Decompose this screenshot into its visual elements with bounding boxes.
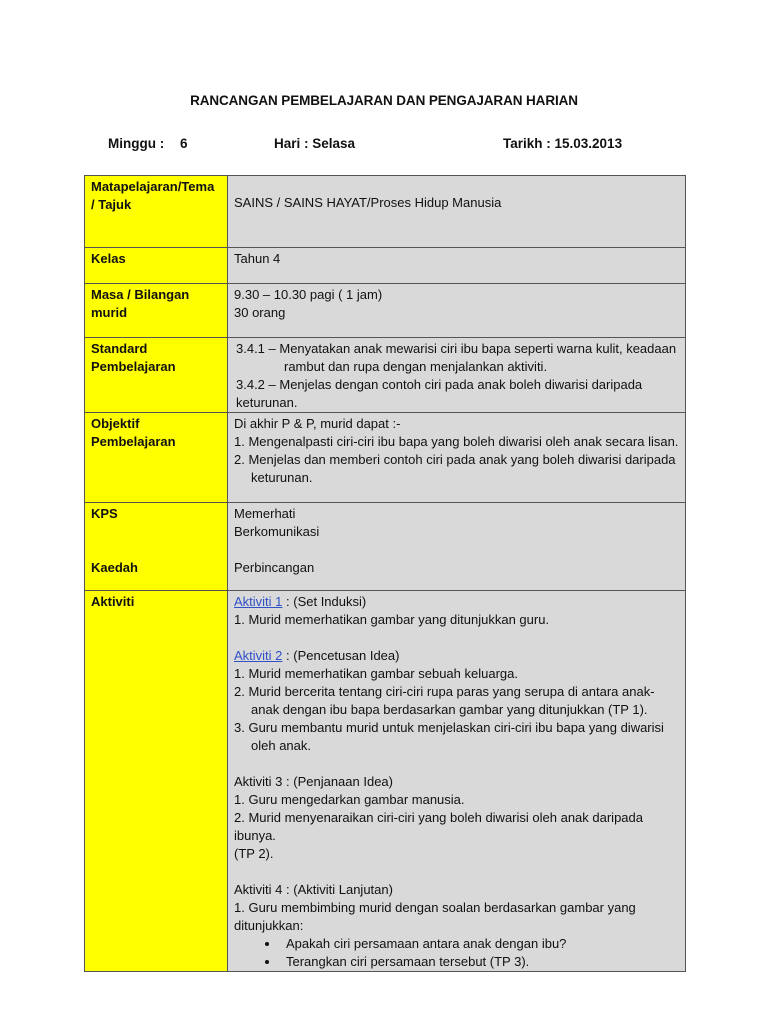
row-aktiviti bbox=[85, 591, 686, 972]
objektif-intro: Di akhir P & P, murid dapat :- bbox=[234, 416, 401, 431]
objektif-item1: 1. Mengenalpasti ciri-ciri ibu bapa yang boleh diwarisi oleh anak secara lisan. bbox=[234, 434, 679, 449]
lesson-plan-table bbox=[84, 175, 686, 972]
label-kelas: Kelas bbox=[85, 248, 228, 284]
aktiviti2-title: : (Pencetusan Idea) bbox=[282, 648, 400, 663]
label-masa: Masa / Bilangan murid bbox=[85, 284, 228, 338]
aktiviti1-line1: 1. Murid memerhatikan gambar yang ditunjukkan guru. bbox=[234, 612, 550, 627]
value-kps-kaedah bbox=[228, 503, 686, 591]
aktiviti2-line1: 1. Murid memerhatikan gambar sebuah keluarga. bbox=[234, 666, 518, 681]
masa-line2: 30 orang bbox=[234, 305, 286, 320]
standard-item2: 3.4.2 – Menjelas dengan contoh ciri pada anak boleh diwarisi daripada keturunan. bbox=[236, 377, 643, 410]
label-kaedah: Kaedah bbox=[91, 560, 138, 575]
minggu-label: Minggu : bbox=[108, 136, 165, 151]
label-standard: Standard Pembelajaran bbox=[85, 338, 228, 413]
aktiviti4-bullet2: • Terangkan ciri persamaan tersebut (TP 3). bbox=[280, 953, 679, 971]
aktiviti4-line1: 1. Guru membimbing murid dengan soalan berdasarkan gambar yang ditunjukkan: bbox=[234, 900, 636, 933]
standard-item1: 3.4.1 – Menyatakan anak mewarisi ciri ibu bapa seperti warna kulit, keadaan rambut dan rupa dengan menjalankan aktiviti. bbox=[236, 341, 677, 374]
label-kps-kaedah bbox=[85, 503, 228, 591]
value-objektif bbox=[228, 413, 686, 503]
row-kelas bbox=[85, 248, 686, 284]
aktiviti2-heading bbox=[234, 647, 679, 665]
aktiviti4-bullet1: • Apakah ciri persamaan antara anak dengan ibu? bbox=[280, 935, 679, 953]
aktiviti2-line3: 3. Guru membantu murid untuk menjelaskan ciri-ciri ibu bapa yang diwarisi oleh anak. bbox=[234, 720, 664, 753]
row-objektif bbox=[85, 413, 686, 503]
value-kelas: Tahun 4 bbox=[228, 248, 686, 284]
aktiviti3-heading: Aktiviti 3 : (Penjanaan Idea) bbox=[234, 774, 393, 789]
row-standard bbox=[85, 338, 686, 413]
matapelajaran-text: SAINS / SAINS HAYAT/Proses Hidup Manusia bbox=[234, 195, 502, 210]
masa-line1: 9.30 – 10.30 pagi ( 1 jam) bbox=[234, 287, 383, 302]
row-masa bbox=[85, 284, 686, 338]
row-kps-kaedah bbox=[85, 503, 686, 591]
hari-text: Hari : Selasa bbox=[274, 136, 356, 151]
label-objektif: Objektif Pembelajaran bbox=[85, 413, 228, 503]
value-matapelajaran bbox=[228, 176, 686, 248]
kaedah-value: Perbincangan bbox=[234, 560, 315, 575]
label-matapelajaran: Matapelajaran/Tema / Tajuk bbox=[85, 176, 228, 248]
minggu-value: 6 bbox=[180, 136, 188, 151]
aktiviti2-link[interactable]: Aktiviti 2 bbox=[234, 648, 283, 663]
aktiviti4-bullets bbox=[234, 935, 679, 971]
tarikh-text: Tarikh : 15.03.2013 bbox=[503, 136, 623, 151]
aktiviti3-line3: (TP 2). bbox=[234, 846, 274, 861]
page-title: RANCANGAN PEMBELAJARAN DAN PENGAJARAN HARIAN bbox=[190, 93, 578, 108]
aktiviti1-heading bbox=[234, 593, 679, 611]
kps-line2: Berkomunikasi bbox=[234, 524, 320, 539]
aktiviti2-line2: 2. Murid bercerita tentang ciri-ciri rupa paras yang serupa di antara anak-anak dengan ibu bapa berdasarkan gambar yang ditunjukkan (TP 1). bbox=[234, 684, 655, 717]
aktiviti1-title: : (Set Induksi) bbox=[282, 594, 367, 609]
row-matapelajaran bbox=[85, 176, 686, 248]
kps-line1: Memerhati bbox=[234, 506, 296, 521]
value-masa bbox=[228, 284, 686, 338]
label-aktiviti: Aktiviti bbox=[85, 591, 228, 972]
label-kps: KPS bbox=[91, 506, 118, 521]
aktiviti4-heading: Aktiviti 4 : (Aktiviti Lanjutan) bbox=[234, 882, 393, 897]
value-standard bbox=[228, 338, 686, 413]
value-aktiviti bbox=[228, 591, 686, 972]
aktiviti1-link[interactable]: Aktiviti 1 bbox=[234, 594, 283, 609]
objektif-item2: 2. Menjelas dan memberi contoh ciri pada anak yang boleh diwarisi daripada keturunan. bbox=[234, 452, 676, 485]
aktiviti3-line1: 1. Guru mengedarkan gambar manusia. bbox=[234, 792, 465, 807]
aktiviti3-line2: 2. Murid menyenaraikan ciri-ciri yang boleh diwarisi oleh anak daripada ibunya. bbox=[234, 810, 643, 843]
